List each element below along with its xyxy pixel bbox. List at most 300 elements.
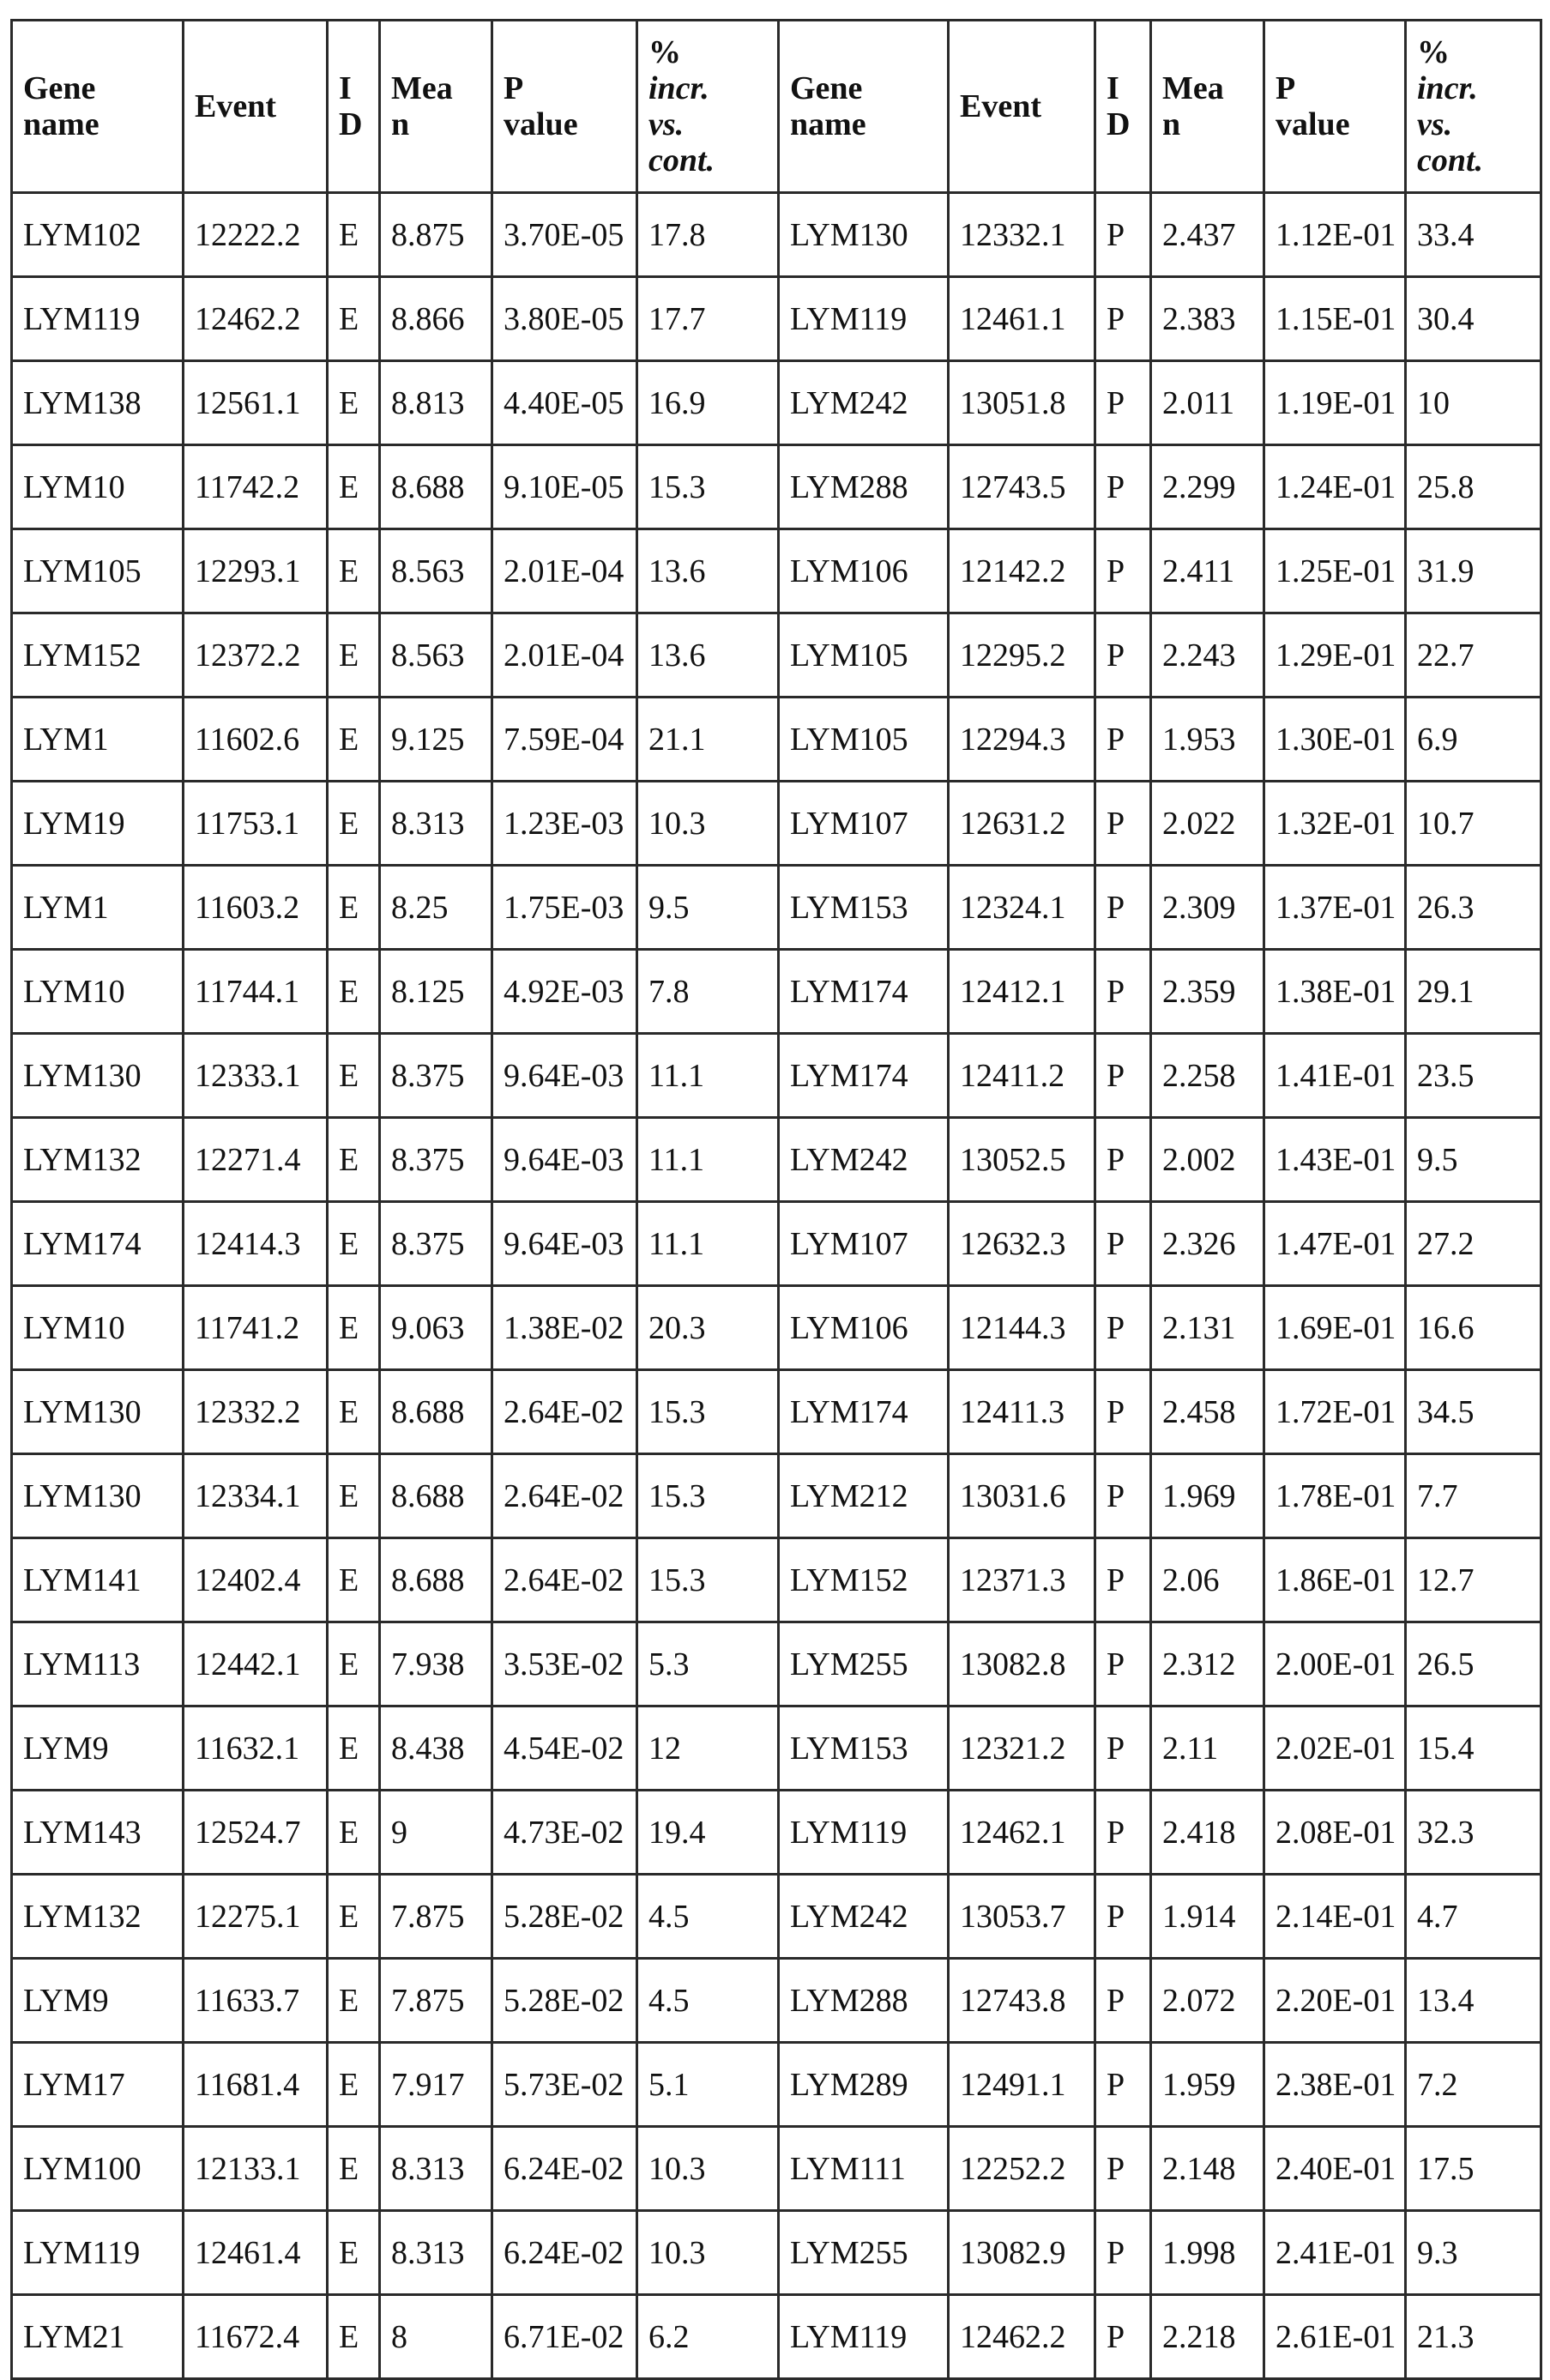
cell-event: 12334.1 bbox=[184, 1454, 328, 1538]
cell-gene-name: LYM119 bbox=[779, 2295, 949, 2379]
cell-p-value: 9.64E-03 bbox=[492, 1202, 637, 1286]
cell-mean: 8.813 bbox=[380, 361, 492, 445]
cell-gene-name: LYM130 bbox=[779, 193, 949, 277]
cell-mean: 2.458 bbox=[1151, 1370, 1264, 1454]
table-row bbox=[12, 2127, 1541, 2211]
cell-event: 12491.1 bbox=[949, 2043, 1095, 2127]
cell-p-value: 2.64E-02 bbox=[492, 1538, 637, 1622]
cell-mean: 2.072 bbox=[1151, 1959, 1264, 2043]
cell-event: 12461.1 bbox=[949, 277, 1095, 361]
cell-pct-incr: 13.6 bbox=[637, 613, 779, 698]
cell-id: P bbox=[1095, 193, 1151, 277]
cell-p-value: 2.40E-01 bbox=[1264, 2127, 1406, 2211]
cell-gene-name: LYM132 bbox=[12, 1118, 184, 1202]
header-label-line: vs. bbox=[1417, 106, 1453, 142]
table-row bbox=[12, 1706, 1541, 1791]
cell-p-value: 1.25E-01 bbox=[1264, 529, 1406, 613]
cell-p-value: 9.64E-03 bbox=[492, 1034, 637, 1118]
cell-pct-incr: 21.1 bbox=[637, 698, 779, 782]
cell-id: P bbox=[1095, 1875, 1151, 1959]
cell-mean: 8.25 bbox=[380, 866, 492, 950]
cell-id: P bbox=[1095, 782, 1151, 866]
cell-id: E bbox=[328, 1875, 380, 1959]
cell-mean: 8.375 bbox=[380, 1202, 492, 1286]
cell-p-value: 9.10E-05 bbox=[492, 445, 637, 529]
cell-id: E bbox=[328, 1202, 380, 1286]
cell-pct-incr: 15.3 bbox=[637, 445, 779, 529]
cell-mean: 2.243 bbox=[1151, 613, 1264, 698]
cell-mean: 8.563 bbox=[380, 613, 492, 698]
cell-id: E bbox=[328, 1370, 380, 1454]
cell-pct-incr: 10.3 bbox=[637, 2127, 779, 2211]
cell-pct-incr: 11.1 bbox=[637, 1034, 779, 1118]
cell-p-value: 1.47E-01 bbox=[1264, 1202, 1406, 1286]
cell-gene-name: LYM19 bbox=[12, 782, 184, 866]
cell-mean: 9.063 bbox=[380, 1286, 492, 1370]
cell-gene-name: LYM141 bbox=[12, 1538, 184, 1622]
header-label-line: Gene bbox=[23, 70, 96, 106]
cell-id: E bbox=[328, 1538, 380, 1622]
cell-event: 11633.7 bbox=[184, 1959, 328, 2043]
header-label-line: incr. bbox=[648, 70, 709, 106]
header-label-line: incr. bbox=[1417, 70, 1478, 106]
cell-gene-name: LYM100 bbox=[12, 2127, 184, 2211]
cell-gene-name: LYM119 bbox=[12, 277, 184, 361]
cell-id: P bbox=[1095, 2043, 1151, 2127]
cell-id: E bbox=[328, 2295, 380, 2379]
cell-pct-incr: 22.7 bbox=[1406, 613, 1541, 698]
table-row bbox=[12, 1959, 1541, 2043]
header-label-line: D bbox=[339, 106, 363, 142]
cell-id: P bbox=[1095, 698, 1151, 782]
cell-mean: 9 bbox=[380, 1791, 492, 1875]
table-row bbox=[12, 866, 1541, 950]
cell-pct-incr: 4.7 bbox=[1406, 1875, 1541, 1959]
cell-pct-incr: 13.6 bbox=[637, 529, 779, 613]
cell-event: 11602.6 bbox=[184, 698, 328, 782]
cell-id: P bbox=[1095, 1538, 1151, 1622]
cell-event: 12414.3 bbox=[184, 1202, 328, 1286]
cell-pct-incr: 10.7 bbox=[1406, 782, 1541, 866]
cell-p-value: 6.71E-02 bbox=[492, 2295, 637, 2379]
cell-mean: 1.969 bbox=[1151, 1454, 1264, 1538]
cell-pct-incr: 11.1 bbox=[637, 1202, 779, 1286]
cell-pct-incr: 33.4 bbox=[1406, 193, 1541, 277]
cell-pct-incr: 15.3 bbox=[637, 1454, 779, 1538]
header-label-line: I bbox=[1107, 70, 1119, 106]
table-row bbox=[12, 1370, 1541, 1454]
cell-id: E bbox=[328, 2043, 380, 2127]
cell-gene-name: LYM107 bbox=[779, 782, 949, 866]
cell-event: 12402.4 bbox=[184, 1538, 328, 1622]
cell-p-value: 1.38E-01 bbox=[1264, 950, 1406, 1034]
cell-pct-incr: 34.5 bbox=[1406, 1370, 1541, 1454]
cell-event: 12411.3 bbox=[949, 1370, 1095, 1454]
cell-event: 12631.2 bbox=[949, 782, 1095, 866]
cell-p-value: 1.15E-01 bbox=[1264, 277, 1406, 361]
cell-pct-incr: 11.1 bbox=[637, 1118, 779, 1202]
cell-p-value: 6.24E-02 bbox=[492, 2127, 637, 2211]
cell-mean: 2.359 bbox=[1151, 950, 1264, 1034]
cell-pct-incr: 5.1 bbox=[637, 2043, 779, 2127]
cell-id: E bbox=[328, 277, 380, 361]
cell-mean: 2.299 bbox=[1151, 445, 1264, 529]
cell-p-value: 4.92E-03 bbox=[492, 950, 637, 1034]
cell-gene-name: LYM119 bbox=[12, 2211, 184, 2295]
cell-id: E bbox=[328, 866, 380, 950]
cell-pct-incr: 4.5 bbox=[637, 1875, 779, 1959]
cell-p-value: 2.14E-01 bbox=[1264, 1875, 1406, 1959]
header-label-line: value bbox=[504, 106, 578, 142]
table-row bbox=[12, 1286, 1541, 1370]
cell-pct-incr: 4.5 bbox=[637, 1959, 779, 2043]
cell-gene-name: LYM105 bbox=[779, 698, 949, 782]
cell-pct-incr: 20.3 bbox=[637, 1286, 779, 1370]
header-event bbox=[184, 21, 328, 193]
cell-gene-name: LYM9 bbox=[12, 1706, 184, 1791]
cell-p-value: 5.28E-02 bbox=[492, 1959, 637, 2043]
header-label-line: Gene bbox=[790, 70, 863, 106]
cell-p-value: 2.00E-01 bbox=[1264, 1622, 1406, 1706]
cell-pct-incr: 7.7 bbox=[1406, 1454, 1541, 1538]
cell-mean: 2.326 bbox=[1151, 1202, 1264, 1286]
cell-mean: 8.688 bbox=[380, 1454, 492, 1538]
cell-id: P bbox=[1095, 2211, 1151, 2295]
cell-event: 11744.1 bbox=[184, 950, 328, 1034]
header-label-line: % bbox=[1417, 34, 1450, 70]
cell-pct-incr: 15.4 bbox=[1406, 1706, 1541, 1791]
cell-mean: 8.313 bbox=[380, 782, 492, 866]
results-table bbox=[10, 19, 1542, 2380]
cell-event: 13052.5 bbox=[949, 1118, 1095, 1202]
cell-p-value: 3.70E-05 bbox=[492, 193, 637, 277]
cell-id: E bbox=[328, 1454, 380, 1538]
cell-p-value: 2.01E-04 bbox=[492, 529, 637, 613]
cell-event: 12461.4 bbox=[184, 2211, 328, 2295]
cell-gene-name: LYM21 bbox=[12, 2295, 184, 2379]
cell-id: P bbox=[1095, 950, 1151, 1034]
table-row bbox=[12, 193, 1541, 277]
cell-pct-incr: 10.3 bbox=[637, 782, 779, 866]
cell-gene-name: LYM288 bbox=[779, 1959, 949, 2043]
cell-p-value: 1.75E-03 bbox=[492, 866, 637, 950]
cell-mean: 2.002 bbox=[1151, 1118, 1264, 1202]
cell-gene-name: LYM1 bbox=[12, 698, 184, 782]
cell-id: E bbox=[328, 361, 380, 445]
cell-pct-incr: 16.9 bbox=[637, 361, 779, 445]
cell-mean: 8.375 bbox=[380, 1118, 492, 1202]
cell-id: P bbox=[1095, 1034, 1151, 1118]
header-label-line: name bbox=[790, 106, 866, 142]
cell-p-value: 5.28E-02 bbox=[492, 1875, 637, 1959]
cell-event: 11681.4 bbox=[184, 2043, 328, 2127]
cell-mean: 2.258 bbox=[1151, 1034, 1264, 1118]
cell-p-value: 6.24E-02 bbox=[492, 2211, 637, 2295]
cell-gene-name: LYM10 bbox=[12, 445, 184, 529]
table-row bbox=[12, 2295, 1541, 2379]
table-row bbox=[12, 950, 1541, 1034]
cell-event: 12222.2 bbox=[184, 193, 328, 277]
cell-id: E bbox=[328, 1622, 380, 1706]
cell-p-value: 1.23E-03 bbox=[492, 782, 637, 866]
cell-event: 12462.2 bbox=[184, 277, 328, 361]
cell-id: E bbox=[328, 613, 380, 698]
header-label-line: P bbox=[504, 70, 524, 106]
cell-pct-incr: 25.8 bbox=[1406, 445, 1541, 529]
cell-p-value: 1.38E-02 bbox=[492, 1286, 637, 1370]
cell-p-value: 2.64E-02 bbox=[492, 1454, 637, 1538]
cell-gene-name: LYM113 bbox=[12, 1622, 184, 1706]
cell-id: E bbox=[328, 1791, 380, 1875]
cell-event: 11741.2 bbox=[184, 1286, 328, 1370]
cell-pct-incr: 19.4 bbox=[637, 1791, 779, 1875]
cell-mean: 2.418 bbox=[1151, 1791, 1264, 1875]
cell-gene-name: LYM105 bbox=[779, 613, 949, 698]
table-row bbox=[12, 1202, 1541, 1286]
table-row bbox=[12, 2043, 1541, 2127]
header-mean bbox=[380, 21, 492, 193]
cell-pct-incr: 10 bbox=[1406, 361, 1541, 445]
cell-p-value: 3.53E-02 bbox=[492, 1622, 637, 1706]
cell-gene-name: LYM107 bbox=[779, 1202, 949, 1286]
cell-event: 12372.2 bbox=[184, 613, 328, 698]
cell-gene-name: LYM102 bbox=[12, 193, 184, 277]
cell-p-value: 2.61E-01 bbox=[1264, 2295, 1406, 2379]
cell-p-value: 9.64E-03 bbox=[492, 1118, 637, 1202]
cell-mean: 8.875 bbox=[380, 193, 492, 277]
cell-pct-incr: 17.8 bbox=[637, 193, 779, 277]
cell-id: P bbox=[1095, 2295, 1151, 2379]
cell-gene-name: LYM255 bbox=[779, 1622, 949, 1706]
cell-gene-name: LYM242 bbox=[779, 361, 949, 445]
cell-mean: 2.437 bbox=[1151, 193, 1264, 277]
cell-p-value: 4.40E-05 bbox=[492, 361, 637, 445]
cell-gene-name: LYM119 bbox=[779, 277, 949, 361]
cell-mean: 8.125 bbox=[380, 950, 492, 1034]
cell-p-value: 7.59E-04 bbox=[492, 698, 637, 782]
cell-id: E bbox=[328, 1034, 380, 1118]
cell-event: 13031.6 bbox=[949, 1454, 1095, 1538]
table-row bbox=[12, 782, 1541, 866]
cell-p-value: 1.43E-01 bbox=[1264, 1118, 1406, 1202]
cell-event: 11632.1 bbox=[184, 1706, 328, 1791]
cell-event: 11742.2 bbox=[184, 445, 328, 529]
header-row bbox=[12, 21, 1541, 193]
cell-id: P bbox=[1095, 1286, 1151, 1370]
cell-gene-name: LYM152 bbox=[779, 1538, 949, 1622]
cell-mean: 2.011 bbox=[1151, 361, 1264, 445]
cell-mean: 2.06 bbox=[1151, 1538, 1264, 1622]
cell-mean: 8.688 bbox=[380, 1370, 492, 1454]
cell-event: 12524.7 bbox=[184, 1791, 328, 1875]
cell-id: P bbox=[1095, 866, 1151, 950]
table-row bbox=[12, 698, 1541, 782]
cell-p-value: 1.29E-01 bbox=[1264, 613, 1406, 698]
cell-mean: 8.688 bbox=[380, 445, 492, 529]
cell-id: E bbox=[328, 782, 380, 866]
cell-p-value: 1.24E-01 bbox=[1264, 445, 1406, 529]
cell-mean: 8.866 bbox=[380, 277, 492, 361]
cell-pct-incr: 15.3 bbox=[637, 1370, 779, 1454]
cell-event: 13082.9 bbox=[949, 2211, 1095, 2295]
table-row bbox=[12, 445, 1541, 529]
cell-event: 12332.1 bbox=[949, 193, 1095, 277]
cell-gene-name: LYM242 bbox=[779, 1875, 949, 1959]
cell-event: 12275.1 bbox=[184, 1875, 328, 1959]
header-event-2 bbox=[949, 21, 1095, 193]
cell-event: 12293.1 bbox=[184, 529, 328, 613]
cell-mean: 2.411 bbox=[1151, 529, 1264, 613]
cell-p-value: 3.80E-05 bbox=[492, 277, 637, 361]
cell-pct-incr: 29.1 bbox=[1406, 950, 1541, 1034]
cell-id: E bbox=[328, 445, 380, 529]
cell-p-value: 4.73E-02 bbox=[492, 1791, 637, 1875]
cell-pct-incr: 6.9 bbox=[1406, 698, 1541, 782]
table-row bbox=[12, 1791, 1541, 1875]
cell-id: P bbox=[1095, 1454, 1151, 1538]
cell-gene-name: LYM132 bbox=[12, 1875, 184, 1959]
cell-p-value: 2.20E-01 bbox=[1264, 1959, 1406, 2043]
cell-gene-name: LYM106 bbox=[779, 1286, 949, 1370]
cell-p-value: 2.41E-01 bbox=[1264, 2211, 1406, 2295]
cell-pct-incr: 27.2 bbox=[1406, 1202, 1541, 1286]
cell-id: P bbox=[1095, 1202, 1151, 1286]
header-p-value-2 bbox=[1264, 21, 1406, 193]
cell-event: 12294.3 bbox=[949, 698, 1095, 782]
cell-event: 13082.8 bbox=[949, 1622, 1095, 1706]
cell-pct-incr: 17.7 bbox=[637, 277, 779, 361]
cell-event: 12324.1 bbox=[949, 866, 1095, 950]
cell-event: 12442.1 bbox=[184, 1622, 328, 1706]
header-label-line: vs. bbox=[648, 106, 685, 142]
cell-gene-name: LYM1 bbox=[12, 866, 184, 950]
cell-event: 12252.2 bbox=[949, 2127, 1095, 2211]
cell-pct-incr: 10.3 bbox=[637, 2211, 779, 2295]
cell-p-value: 1.30E-01 bbox=[1264, 698, 1406, 782]
cell-id: P bbox=[1095, 1706, 1151, 1791]
cell-pct-incr: 31.9 bbox=[1406, 529, 1541, 613]
cell-pct-incr: 23.5 bbox=[1406, 1034, 1541, 1118]
cell-event: 12133.1 bbox=[184, 2127, 328, 2211]
cell-gene-name: LYM174 bbox=[779, 1370, 949, 1454]
cell-id: E bbox=[328, 1118, 380, 1202]
cell-event: 12321.2 bbox=[949, 1706, 1095, 1791]
cell-p-value: 1.86E-01 bbox=[1264, 1538, 1406, 1622]
header-label-line: n bbox=[1162, 106, 1181, 142]
cell-gene-name: LYM105 bbox=[12, 529, 184, 613]
header-label-line: I bbox=[339, 70, 352, 106]
cell-id: P bbox=[1095, 1959, 1151, 2043]
table-body bbox=[12, 193, 1541, 2379]
cell-gene-name: LYM138 bbox=[12, 361, 184, 445]
cell-pct-incr: 21.3 bbox=[1406, 2295, 1541, 2379]
cell-p-value: 2.64E-02 bbox=[492, 1370, 637, 1454]
cell-p-value: 4.54E-02 bbox=[492, 1706, 637, 1791]
cell-gene-name: LYM152 bbox=[12, 613, 184, 698]
header-id-2 bbox=[1095, 21, 1151, 193]
table-row bbox=[12, 1875, 1541, 1959]
cell-id: E bbox=[328, 950, 380, 1034]
cell-id: P bbox=[1095, 361, 1151, 445]
cell-pct-incr: 9.3 bbox=[1406, 2211, 1541, 2295]
cell-pct-incr: 9.5 bbox=[1406, 1118, 1541, 1202]
cell-mean: 2.022 bbox=[1151, 782, 1264, 866]
cell-mean: 2.309 bbox=[1151, 866, 1264, 950]
header-mean-2 bbox=[1151, 21, 1264, 193]
cell-gene-name: LYM111 bbox=[779, 2127, 949, 2211]
cell-gene-name: LYM153 bbox=[779, 1706, 949, 1791]
cell-gene-name: LYM10 bbox=[12, 950, 184, 1034]
cell-id: P bbox=[1095, 277, 1151, 361]
cell-id: E bbox=[328, 1959, 380, 2043]
cell-event: 12632.3 bbox=[949, 1202, 1095, 1286]
cell-pct-incr: 12 bbox=[637, 1706, 779, 1791]
cell-mean: 8.438 bbox=[380, 1706, 492, 1791]
cell-event: 13053.7 bbox=[949, 1875, 1095, 1959]
cell-gene-name: LYM174 bbox=[779, 1034, 949, 1118]
header-id bbox=[328, 21, 380, 193]
cell-mean: 1.914 bbox=[1151, 1875, 1264, 1959]
cell-mean: 1.998 bbox=[1151, 2211, 1264, 2295]
cell-mean: 7.875 bbox=[380, 1875, 492, 1959]
cell-mean: 7.938 bbox=[380, 1622, 492, 1706]
cell-mean: 1.953 bbox=[1151, 698, 1264, 782]
cell-gene-name: LYM288 bbox=[779, 445, 949, 529]
cell-p-value: 5.73E-02 bbox=[492, 2043, 637, 2127]
cell-pct-incr: 6.2 bbox=[637, 2295, 779, 2379]
cell-p-value: 1.78E-01 bbox=[1264, 1454, 1406, 1538]
cell-event: 11672.4 bbox=[184, 2295, 328, 2379]
table-row bbox=[12, 1538, 1541, 1622]
cell-pct-incr: 13.4 bbox=[1406, 1959, 1541, 2043]
cell-p-value: 2.02E-01 bbox=[1264, 1706, 1406, 1791]
header-label-line: D bbox=[1107, 106, 1131, 142]
cell-mean: 2.383 bbox=[1151, 277, 1264, 361]
cell-p-value: 1.32E-01 bbox=[1264, 782, 1406, 866]
cell-gene-name: LYM174 bbox=[12, 1202, 184, 1286]
cell-id: P bbox=[1095, 1622, 1151, 1706]
cell-id: P bbox=[1095, 445, 1151, 529]
header-label-line: value bbox=[1276, 106, 1350, 142]
cell-gene-name: LYM143 bbox=[12, 1791, 184, 1875]
cell-event: 12411.2 bbox=[949, 1034, 1095, 1118]
cell-event: 12142.2 bbox=[949, 529, 1095, 613]
cell-mean: 2.131 bbox=[1151, 1286, 1264, 1370]
cell-id: E bbox=[328, 2127, 380, 2211]
cell-id: E bbox=[328, 529, 380, 613]
cell-id: P bbox=[1095, 613, 1151, 698]
header-label-line: Event bbox=[195, 88, 276, 124]
cell-pct-incr: 16.6 bbox=[1406, 1286, 1541, 1370]
cell-pct-incr: 5.3 bbox=[637, 1622, 779, 1706]
cell-p-value: 1.12E-01 bbox=[1264, 193, 1406, 277]
cell-event: 13051.8 bbox=[949, 361, 1095, 445]
cell-id: E bbox=[328, 698, 380, 782]
cell-event: 12743.8 bbox=[949, 1959, 1095, 2043]
cell-gene-name: LYM153 bbox=[779, 866, 949, 950]
cell-gene-name: LYM255 bbox=[779, 2211, 949, 2295]
cell-id: E bbox=[328, 2211, 380, 2295]
cell-mean: 2.11 bbox=[1151, 1706, 1264, 1791]
header-label-line: cont. bbox=[648, 142, 715, 178]
table-row bbox=[12, 1622, 1541, 1706]
cell-pct-incr: 17.5 bbox=[1406, 2127, 1541, 2211]
cell-id: P bbox=[1095, 1370, 1151, 1454]
cell-p-value: 1.72E-01 bbox=[1264, 1370, 1406, 1454]
cell-mean: 2.312 bbox=[1151, 1622, 1264, 1706]
table-row bbox=[12, 529, 1541, 613]
cell-pct-incr: 32.3 bbox=[1406, 1791, 1541, 1875]
